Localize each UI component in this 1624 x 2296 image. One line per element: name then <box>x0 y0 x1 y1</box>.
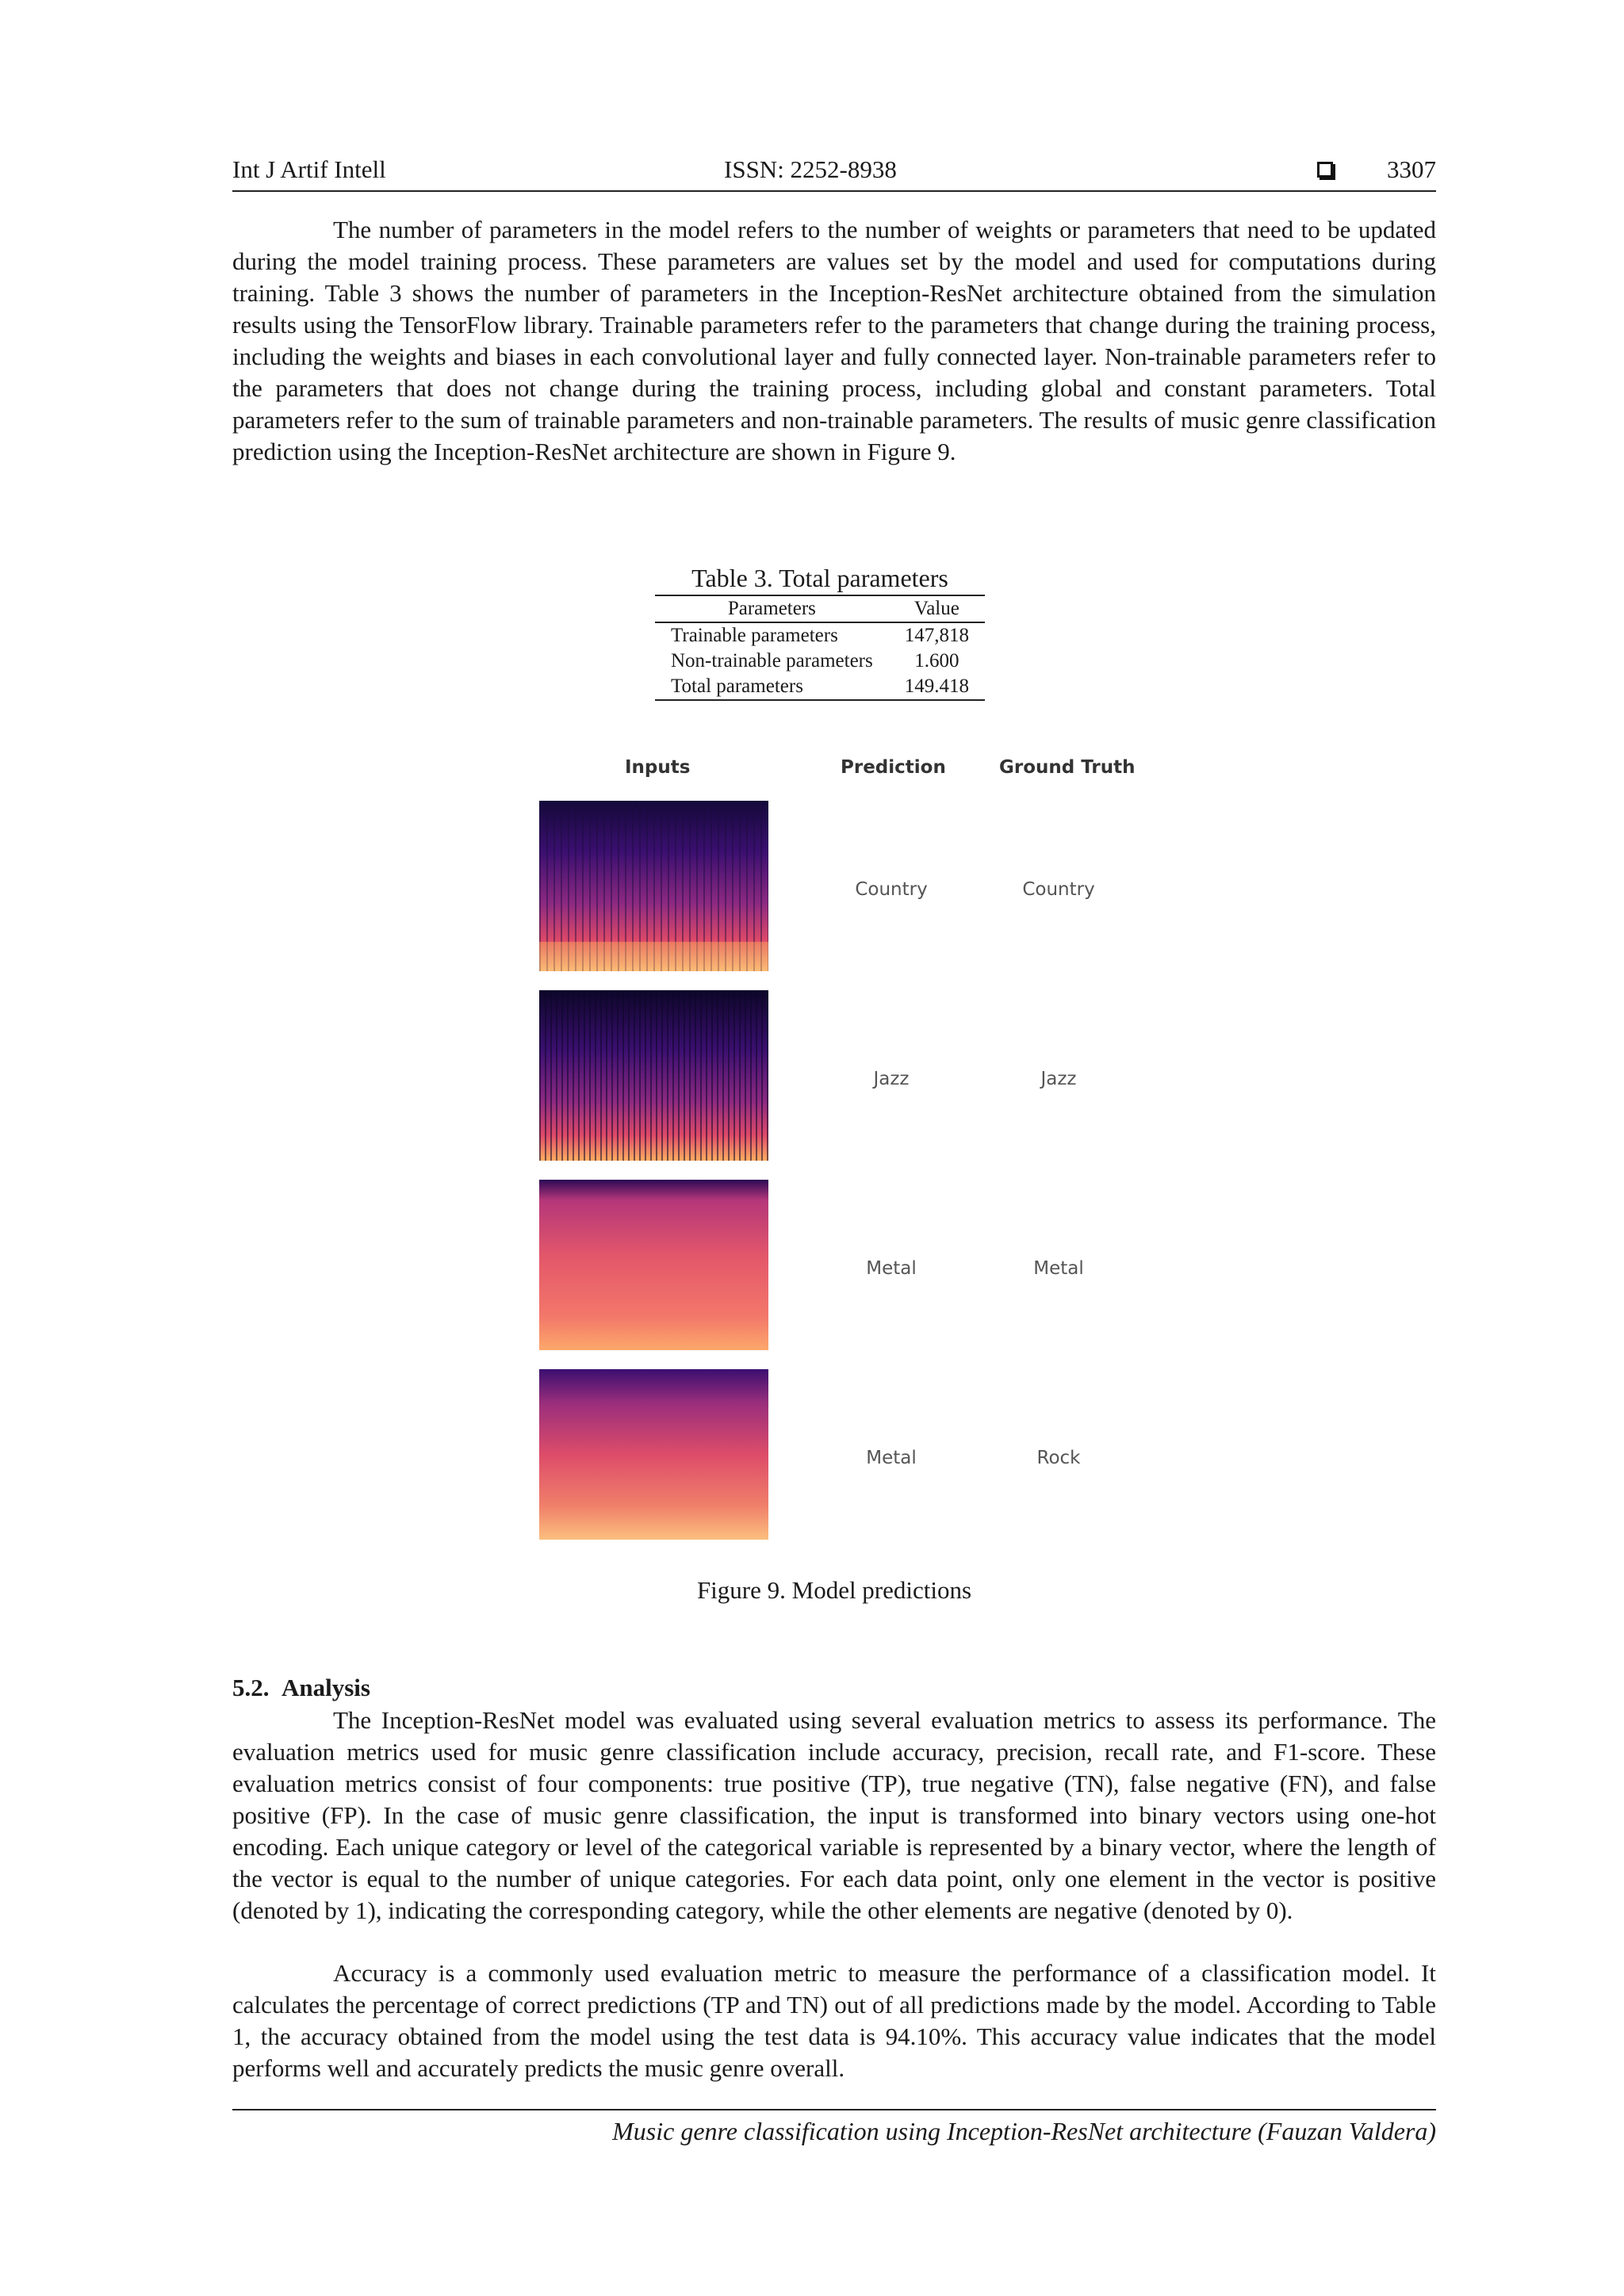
table-row <box>655 622 985 649</box>
section-heading <box>232 1674 370 1702</box>
table-cell: Total parameters <box>655 674 889 700</box>
journal-name: Int J Artif Intell <box>232 155 386 183</box>
running-footer: Music genre classification using Inception-ResNet architecture (Fauzan Valdera) <box>232 2109 1436 2146</box>
table-cell: Trainable parameters <box>671 625 838 646</box>
paragraph-parameters: The number of parameters in the model refers to the number of weights or parameters that need to be updated during the model training process. These parameters are values set by the model and used for computations during training. Table 3 shows the number of parameters in the Inception-ResNet architecture obtained from the simulation results using the TensorFlow library. Trainable parameters refer to the parameters that change during the training process, including the weights and biases in each convolutional layer and fully connected layer. Non-trainable parameters refer to the parameters that does not change during the training process, including global and constant parameters. Total parameters refer to the sum of trainable parameters and non-trainable parameters. The results of music genre classification prediction using the Inception-ResNet architecture are shown in Figure 9. <box>232 216 1436 465</box>
table-cell: Non-trainable parameters <box>671 650 873 672</box>
table-cell: 1.600 <box>914 650 959 672</box>
paragraph-accuracy: Accuracy is a commonly used evaluation metric to measure the performance of a classification model. It calculates the percentage of correct predictions (TP and TN) out of all predictions made by the model. According to Table 1, the accuracy obtained from the model using the test data is 94.10%. This accuracy value indicates that the model performs well and accurately predicts the music genre overall. <box>232 1959 1436 2082</box>
table-row <box>655 674 985 700</box>
spectrogram-image <box>539 1180 768 1350</box>
page-number: 3307 <box>1387 155 1436 183</box>
running-header <box>232 155 1436 192</box>
ground-truth-label: Country <box>1022 879 1095 900</box>
table-header-value: Value <box>889 595 985 622</box>
table-header-parameters: Parameters <box>655 595 889 622</box>
ground-truth-label: Jazz <box>1040 1069 1077 1089</box>
figure-9 <box>539 757 1142 1550</box>
ground-truth-label: Rock <box>1036 1448 1081 1468</box>
table-caption: Table 3. Total parameters <box>691 564 948 592</box>
table-cell: 149.418 <box>889 674 985 700</box>
section-title: Analysis <box>282 1674 370 1701</box>
prediction-label: Metal <box>866 1448 917 1468</box>
column-header-inputs: Inputs <box>625 757 691 778</box>
section-number: 5.2. <box>232 1674 270 1701</box>
square-box-icon <box>1317 162 1333 178</box>
table-cell: 147,818 <box>904 625 969 646</box>
prediction-label: Country <box>855 879 928 900</box>
column-header-prediction: Prediction <box>841 757 946 778</box>
spectrogram-image <box>539 1369 768 1540</box>
issn: ISSN: 2252-8938 <box>724 155 897 183</box>
prediction-label: Jazz <box>873 1069 910 1089</box>
figure-caption: Figure 9. Model predictions <box>696 1576 972 1604</box>
table-3 <box>655 563 985 701</box>
paragraph-analysis: The Inception-ResNet model was evaluated using several evaluation metrics to assess its performance. The evaluation metrics used for music genre classification include accuracy, precision, recall rate, and F1-score. These evaluation metrics consist of four components: true positive (TP), true negative (TN), false negative (FN), and false positive (FP). In the case of music genre classification, the input is transformed into binary vectors using one-hot encoding. Each unique category or level of the categorical variable is represented by a binary vector, where the length of the vector is equal to the number of unique categories. For each data point, only one element in the vector is positive (denoted by 1), indicating the corresponding category, while the other elements are negative (denoted by 0). <box>232 1706 1436 1924</box>
column-header-ground-truth: Ground Truth <box>999 757 1136 778</box>
prediction-label: Metal <box>866 1258 917 1279</box>
table-row <box>655 649 985 674</box>
spectrogram-image <box>539 990 768 1161</box>
spectrogram-image <box>539 801 768 971</box>
ground-truth-label: Metal <box>1033 1258 1084 1279</box>
